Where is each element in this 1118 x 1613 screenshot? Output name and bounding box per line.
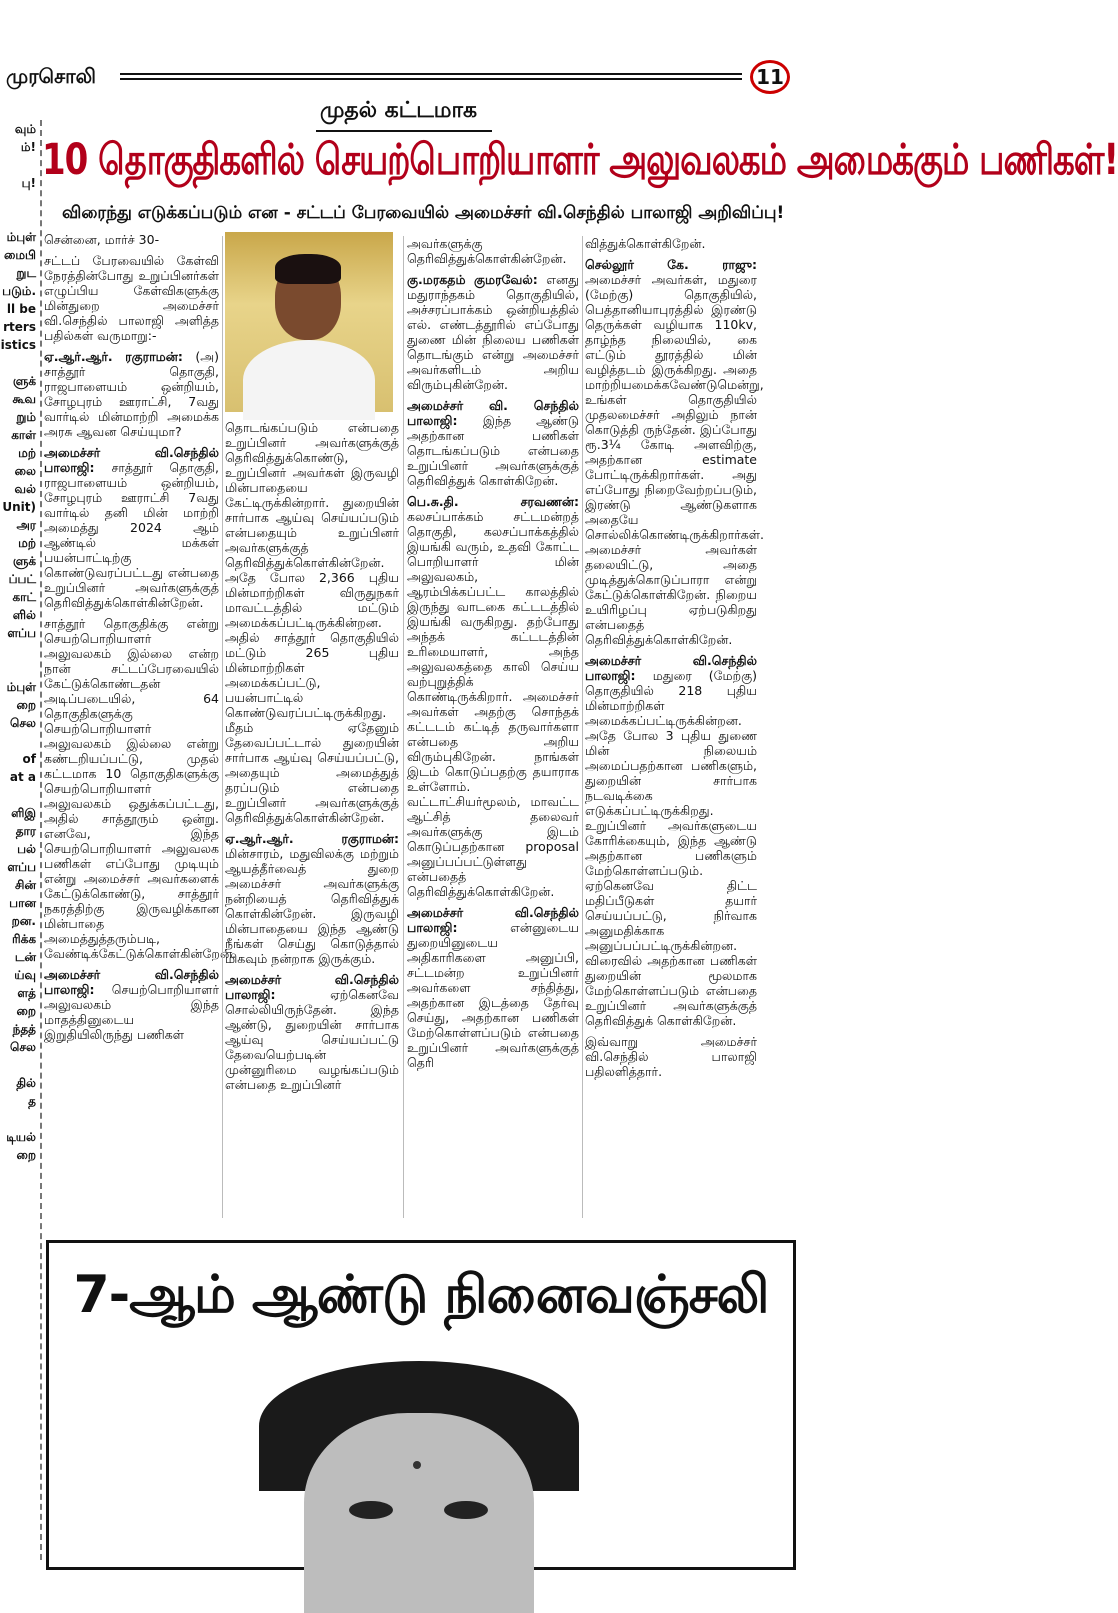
text-fragment: ம்! [20,140,36,154]
text-fragment: மைபி [4,248,36,262]
paragraph-text: அவர்களுக்கு தெரிவித்துக்கொள்கின்றேன். [407,236,567,266]
article-paragraph [225,831,399,966]
paragraph-text: மதுரை (மேற்கு) தொகுதியில் 218 புதிய மின்மாற்றிகள் அமைக்கப்பட்டிருக்கின்றன. அதே போல 3 புதிய துணை மின் நிலையம் அமைப்பதற்கான பணிகளும், துறையின் சார்பாக நடவடிக்கை எடுக்கப்பட்டிருக்கிறது. உறுப்பினர் அவர்களுடைய கோரிக்கையும், இந்த ஆண்டு அதற்கான பணிகளும் மேற்கொள்ளப்படும். ஏற்கெனவே திட்ட மதிப்பீடுகள் தயார் செய்யப்பட்டு, நிர்வாக அனுமதிக்காக அனுப்பப்பட்டிருக்கின்றன. விரைவில் அதற்கான பணிகள் துறையின் மூலமாக மேற்கொள்ளப்படும் என்பதை உறுப்பினர் அவர்களுக்குத் தெரிவித்துக் கொள்கிறேன். [585,668,757,1028]
article-paragraph [44,253,219,343]
paragraph-text: வித்துக்கொள்கிறேன். [585,236,706,251]
kicker-underline [316,130,492,132]
paragraph-text: சாத்தூர் தொகுதிக்கு என்று செயற்பொறியாளர் அலுவலகம் இல்லை என்ற நான் சட்டப்பேரவையில் கேட்டுக்கொண்டதன் அடிப்படையில், 64 தொகுதிகளுக்கு செயற்பொறியாளர் அலுவலகம் இல்லை என்று கண்டறியப்பட்டு, முதல் கட்டமாக 10 தொகுதிகளுக்கு செயற்பொறியாளர் அலுவலகம் ஒதுக்கப்பட்டது, அதில் சாத்தூரும் ஒன்று. எனவே, இந்த செயற்பொறியாளர் அலுவலக பணிகள் எப்போது முடியும் என்று அமைச்சர் அவர்களைக் கேட்டுக்கொண்டு, சாத்தூர் நகரத்திற்கு இருவழிக்கான மின்பாதை அமைத்துத்தரும்படி, வேண்டிக்கேட்டுக்கொள்கின்றேன். [44,616,237,961]
article-column-2 [225,232,399,1232]
paragraph-text: இந்த ஆண்டு அதற்கான பணிகள் தொடங்கப்படும் என்பதை உறுப்பினர் அவர்களுக்குத் தெரிவித்துக் கொள்கிறேன். [407,413,579,488]
text-fragment: Unit) [2,500,36,514]
text-fragment: றை [16,698,36,712]
text-fragment: பான [9,896,36,910]
text-fragment: செல [10,1040,36,1054]
text-fragment: ய்வு [14,968,36,982]
text-fragment: டியல் [6,1130,36,1144]
article-paragraph [585,257,765,647]
kicker: முதல் கட்டமாக [320,98,478,123]
article-paragraph [44,349,219,439]
portrait-eye-right [444,1501,488,1519]
speaker-name: அமைச்சர் வி.செந்தில் பாலாஜி: [225,972,399,1002]
page-number: 11 [750,60,790,94]
text-fragment: ரிக்க [12,932,36,946]
paragraph-text: சட்டப் பேரவையில் கேள்வி நேரத்தின்போது உறுப்பினர்கள் எழுப்பிய கேள்விகளுக்கு மின்துறை அமைச்சர் வி.செந்தில் பாலாஜி அளித்த பதில்கள் வருமாறு:- [44,253,219,343]
text-fragment: ளப்ப [7,626,36,640]
text-fragment: காள் [11,428,36,442]
text-fragment: த [28,1094,36,1108]
text-fragment: படும். [2,284,36,298]
text-fragment [0,660,40,678]
speaker-name: ஏ.ஆர்.ஆர். ரகுராமன்: [44,349,196,364]
text-fragment: ளுக் [12,374,36,388]
article-paragraph [585,236,757,251]
text-fragment [0,210,40,228]
article-paragraph [407,398,579,488]
text-fragment: rters [3,320,36,334]
text-fragment: ளுக் [12,554,36,568]
text-fragment: றை [16,1004,36,1018]
article-paragraph [225,420,399,825]
text-fragment: தில் [16,1076,36,1090]
text-fragment: லை [14,464,36,478]
column-separator [222,236,223,1218]
article-paragraph [44,967,219,1042]
article-paragraph [44,445,219,610]
text-fragment: ளத் [17,986,36,1000]
article-paragraph [585,653,757,1028]
text-fragment: றுட [16,266,36,280]
text-fragment: மற் [18,446,36,460]
text-fragment [0,1056,40,1074]
text-fragment [0,642,40,660]
text-fragment: காட் [12,590,36,604]
text-fragment: கூவ [12,392,36,406]
column-divider [40,120,42,1560]
masthead-rule [120,73,742,80]
text-fragment: ளப்ப [7,860,36,874]
paragraph-text: இவ்வாறு அமைச்சர் வி.செந்தில் பாலாஜி பதிலளித்தார். [585,1034,757,1079]
minister-photo [225,232,393,412]
text-fragment: தார [15,824,36,838]
text-fragment: ந்தத் [12,1022,36,1036]
speaker-name: அமைச்சர் வி.செந்தில் பாலாஜி: [44,445,219,475]
speaker-name: அமைச்சர் வி. செந்தில் பாலாஜி: [407,398,579,428]
text-fragment: றன. [11,914,36,928]
photo-hair [275,254,341,284]
text-fragment: ளில் [12,608,36,622]
headline: 10 தொகுதிகளில் செயற்பொறியாளர் அலுவலகம் அமைக்கும் பணிகள்! [42,135,1118,185]
text-fragment: of [22,752,36,766]
portrait-face [304,1413,534,1613]
text-fragment: அர [16,518,36,532]
text-fragment: வல் [14,482,36,496]
memorial-advertisement [46,1240,796,1570]
speaker-name: கு.மரகதம் குமரவேல்: [407,272,547,287]
article-column-1 [44,232,237,1232]
speaker-name: செல்லூர் கே. ராஜு: [585,257,757,272]
article-paragraph [225,972,399,1092]
text-fragment: றும் [16,410,36,424]
text-fragment: ளிஇ [11,806,36,820]
paragraph-text: மின்சாரம், மதுவிலக்கு மற்றும் ஆயத்தீர்வைத் துறை அமைச்சர் அவர்களுக்கு நன்றியைத் தெரிவித்துக் கொள்கின்றேன். இருவழி மின்பாதையை இந்த ஆண்டு நீங்கள் செய்து கொடுத்தால் மிகவும் நன்றாக இருக்கும். [225,846,399,966]
text-fragment: istics [0,338,36,352]
masthead [0,60,800,96]
text-fragment: டன் [14,950,36,964]
memorial-title: 7-ஆம் ஆண்டு நினைவஞ்சலி [73,1265,769,1325]
column-separator [403,236,404,1218]
text-fragment [0,192,40,210]
text-fragment [0,1110,40,1128]
article-column-4 [585,236,765,1236]
article-column-2-text [225,420,399,1092]
article-paragraph [44,232,219,247]
text-fragment: பு! [21,176,36,190]
speaker-name: ஏ.ஆர்.ஆர். ரகுராமன்: [225,831,399,846]
paragraph-text: எனது மதுராந்தகம் தொகுதியில், அச்சரப்பாக்கம் ஒன்றியத்தில் எல். எண்டத்தூரில் எப்போது துணை மின் நிலைய பணிகள் தொடங்கும் என்று அமைச்சர் அவர்களிடம் அறிய விரும்புகின்றேன். [407,272,579,392]
text-fragment: ll be [6,302,36,316]
column-separator [582,236,583,1218]
paragraph-text: அமைச்சர் அவர்கள், மதுரை (மேற்கு) தொகுதியில், பெத்தானியாபுரத்தில் இரண்டு தெருக்கள் வழியாக 110kv, தாழ்ந்த நிலையில், கை எட்டும் தூரத்தில் மின் வழித்தடம் இருக்கிறது. அதை மாற்றியமைக்கவேண்டுமென்று, உங்கள் தொகுதியில் முதலமைச்சர் அதிலும் நான் கொடுத்தி ருந்தேன். இப்போது ரூ.3¼ கோடி அளவிற்கு, அதற்கான estimate போட்டிருக்கிறார்கள். அது எப்போது நிறைவேற்றப்படும், இரண்டு ஆண்டுகளாக அதையே சொல்லிக்கொண்டிருக்கிறார்கள். அமைச்சர் அவர்கள் தலையிட்டு, அதை முடித்துக்கொடுப்பாரா என்று கேட்டுக்கொள்கிறேன். நிறைய உயிரிழப்பு ஏற்படுகிறது என்பதைத் தெரிவித்துக்கொள்கிறேன். [585,272,765,647]
paragraph-text: ஏற்கெனவே சொல்லியிருந்தேன். இந்த ஆண்டு, துறையின் சார்பாக ஆய்வு செய்யப்பட்டு தேவையெற்படின் முன்னுரிமை வழங்கப்படும் என்பதை உறுப்பினர் [225,987,399,1092]
paragraph-text: தொடங்கப்படும் என்பதை உறுப்பினர் அவர்களுக்குத் தெரிவித்துக்கொண்டு, உறுப்பினர் அவர்கள் இருவழி மின்பாதையை கேட்டிருக்கின்றார். துறையின் சார்பாக ஆய்வு செய்யப்படும் என்பதையும் உறுப்பினர் அவர்களுக்குத் தெரிவித்துக்கொள்கின்றேன். அதே போல 2,366 புதிய மின்மாற்றிகள் விருதுநகர் மாவட்டத்தில் மட்டும் அமைக்கப்பட்டிருக்கின்றன. அதில் சாத்தூர் தொகுதியில் மட்டும் 265 புதிய மின்மாற்றிகள் அமைக்கப்பட்டு, பயன்பாட்டில் கொண்டுவரப்பட்டிருக்கிறது. மீதம் ஏதேனும் தேவைப்பட்டால் துறையின் சார்பாக ஆய்வு செய்யப்பட்டு, அதையும் அமைத்துத் தரப்படும் என்பதை உறுப்பினர் அவர்களுக்குத் தெரிவித்துக்கொள்கின்றேன். [225,420,399,825]
text-fragment: மற் [18,536,36,550]
paragraph-text: செயற்பொறியாளர் அலுவலகம் இந்த மாதத்தினுடைய இறுதியிலிருந்து பணிகள் [44,982,219,1042]
speaker-name: பெ.சு.தி. சரவணன்: [407,494,579,509]
speaker-name: அமைச்சர் வி.செந்தில் பாலாஜி: [44,967,219,997]
text-fragment: செல [10,716,36,730]
text-fragment: சின் [14,878,36,892]
speaker-name: அமைச்சர் வி.செந்தில் பாலாஜி: [407,905,579,935]
article-paragraph [407,236,579,266]
article-paragraph [407,905,579,1070]
paragraph-text: (அ) சாத்தூர் தொகுதி, ராஜபாளையம் ஒன்றியம், சோழபுரம் ஊராட்சி, 7வது வார்டில் மின்மாற்றி அமைக்க அரசு ஆவன செய்யுமா? [44,349,219,439]
text-fragment: றை [16,1148,36,1162]
text-fragment: வும் [14,122,36,136]
article-paragraph [44,616,237,961]
text-fragment: ப்பட் [8,572,36,586]
paragraph-text: சென்னை, மார்ச் 30- [44,232,160,247]
article-paragraph [407,494,579,899]
text-fragment: பல் [17,842,36,856]
photo-shirt [243,340,375,420]
portrait-eye-left [349,1501,393,1519]
text-fragment [0,354,40,372]
text-fragment [0,786,40,804]
text-fragment [0,732,40,750]
text-fragment: ம்புள் [6,680,36,694]
subhead: விரைந்து எடுக்கப்படும் என - சட்டப் பேரவையில் அமைச்சர் வி.செந்தில் பாலாஜி அறிவிப்பு! [62,203,785,223]
text-fragment: at a [9,770,36,784]
article-column-3 [407,236,579,1236]
portrait-bindi [413,1461,421,1469]
adjacent-column-fragment [0,120,40,1560]
text-fragment: ம்புள் [6,230,36,244]
article-paragraph [407,272,579,392]
paragraph-text: கலசப்பாக்கம் சட்டமன்றத் தொகுதி, கலசப்பாக்கத்தில் இயங்கி வரும், உதவி கோட்ட பொறியாளர் மின் அலுவலகம், ஆரம்பிக்கப்பட்ட காலத்தில் இருந்து வாடகை கட்டடத்தில் இயங்கி வருகிறது. தற்போது அந்தக் கட்டடத்தின் உரிமையாளர், அந்த அலுவலகத்தை காலி செய்ய வற்புறுத்திக் கொண்டிருக்கிறார். அமைச்சர் அவர்கள் அதற்கு சொந்தக் கட்டடம் கட்டித் தருவார்களா என்பதை அறிய விரும்புகிறேன். நாங்கள் இடம் கொடுப்பதற்கு தயாராக உள்ளோம். வட்டாட்சியர்மூலம், மாவட்ட ஆட்சித் தலைவர் அவர்களுக்கு இடம் கொடுப்பதற்கான proposal அனுப்பப்பட்டுள்ளது என்பதைத் தெரிவித்துக்கொள்கிறேன். [407,509,579,899]
text-fragment [0,156,40,174]
paragraph-text: என்னுடைய துறையினுடைய அதிகாரிகளை அனுப்பி, சட்டமன்ற உறுப்பினர் அவர்களை சந்தித்து, அதற்கான இடத்தை தேர்வு செய்து, அதற்கான பணிகள் மேற்கொள்ளப்படும் என்பதை உறுப்பினர் அவர்களுக்குத் தெரி [407,920,579,1070]
speaker-name: அமைச்சர் வி.செந்தில் பாலாஜி: [585,653,757,683]
paper-name: முரசொலி [6,64,96,88]
paragraph-text: சாத்தூர் தொகுதி, ராஜபாளையம் ஒன்றியம், சோழபுரம் ஊராட்சி 7வது வார்டில் தனி மின் மாற்றி அமைத்து 2024 ஆம் ஆண்டில் மக்கள் பயன்பாட்டிற்கு கொண்டுவரப்பட்டது என்பதை உறுப்பினர் அவர்களுக்குத் தெரிவித்துக்கொள்கின்றேன். [44,460,219,610]
article-paragraph [585,1034,757,1079]
